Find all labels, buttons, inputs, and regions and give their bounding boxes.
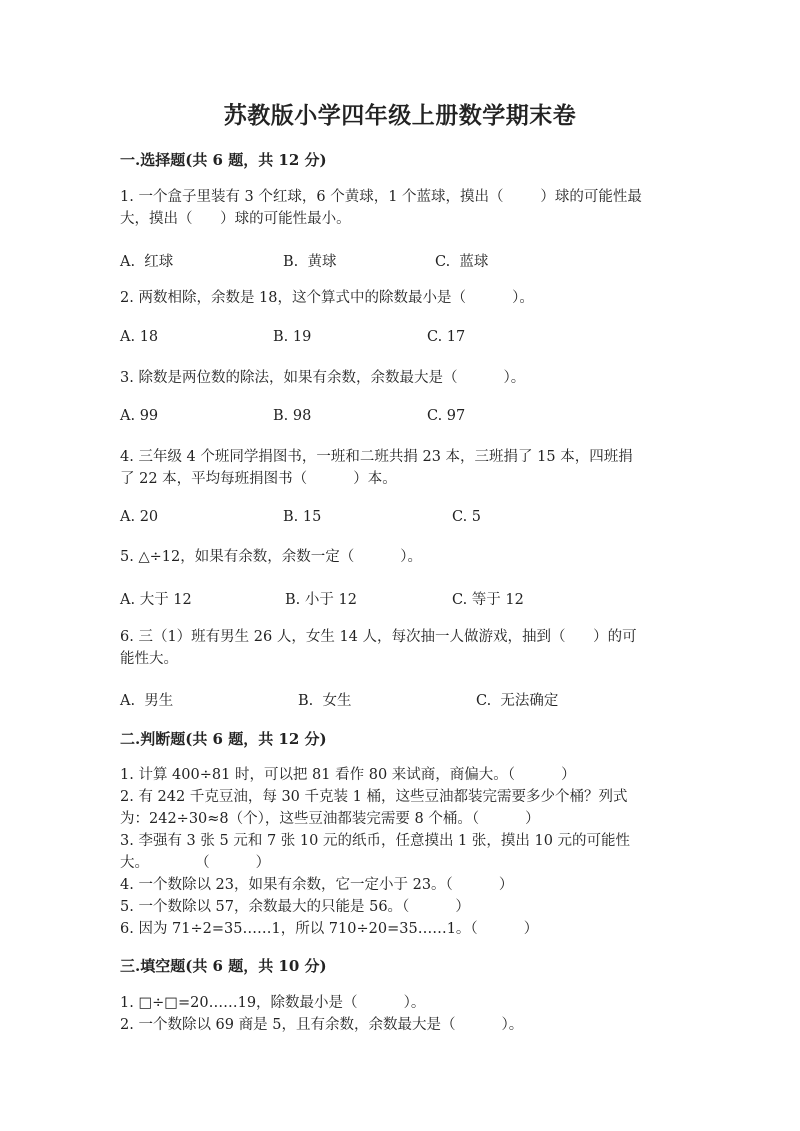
question-1-option-b: B. 黄球 (283, 254, 337, 270)
question-2-line-1: 2. 两数相除，余数是 18，这个算式中的除数最小是（ ）。 (120, 290, 534, 306)
judgement-line-4: 3. 李强有 3 张 5 元和 7 张 10 元的纸币，任意摸出 1 张，摸出 10 元的可能性 (120, 833, 631, 849)
question-2-option-c: C. 17 (427, 329, 466, 345)
question-1-line-1: 1. 一个盒子里装有 3 个红球，6 个黄球，1 个蓝球，摸出（ ）球的可能性最 (120, 189, 642, 205)
question-5-option-c: C. 等于 12 (452, 592, 524, 608)
section-heading-fill-blank: 三.填空题(共 6 题，共 10 分) (120, 957, 327, 975)
judgement-line-6: 4. 一个数除以 23，如果有余数，它一定小于 23。（ ） (120, 877, 514, 893)
question-1-option-c: C. 蓝球 (435, 254, 489, 270)
question-5-line-1: 5. △÷12，如果有余数，余数一定（ ）。 (120, 549, 423, 565)
question-1-option-a: A. 红球 (120, 254, 174, 270)
question-6-option-b: B. 女生 (298, 693, 352, 709)
question-6-line-1: 6. 三（1）班有男生 26 人，女生 14 人，每次抽一人做游戏，抽到（ ）的可 (120, 629, 637, 645)
judgement-line-3: 为：242÷30≈8（个），这些豆油都装完需要 8 个桶。（ ） (120, 811, 540, 827)
judgement-line-8: 6. 因为 71÷2=35……1，所以 710÷20=35……1。（ ） (120, 921, 539, 937)
question-2-option-a: A. 18 (120, 329, 159, 345)
judgement-line-7: 5. 一个数除以 57，余数最大的只能是 56。（ ） (120, 899, 470, 915)
question-6-line-2: 能性大。 (120, 651, 178, 667)
question-4-option-a: A. 20 (120, 509, 159, 525)
question-6-option-c: C. 无法确定 (476, 693, 559, 709)
judgement-line-1: 1. 计算 400÷81 时，可以把 81 看作 80 来试商，商偏大。（ ） (120, 767, 576, 783)
exam-title: 苏教版小学四年级上册数学期末卷 (223, 102, 577, 129)
judgement-line-2: 2. 有 242 千克豆油，每 30 千克装 1 桶，这些豆油都装完需要多少个桶？列式 (120, 789, 628, 805)
question-3-option-b: B. 98 (273, 408, 312, 424)
fill-blank-line-1: 1. □÷□=20……19，除数最小是（ ）。 (120, 995, 426, 1011)
question-4-option-c: C. 5 (452, 509, 482, 525)
question-1-line-2: 大，摸出（ ）球的可能性最小。 (120, 211, 351, 227)
question-3-option-a: A. 99 (120, 408, 159, 424)
section-heading-choice: 一.选择题(共 6 题，共 12 分) (120, 151, 327, 169)
section-heading-judgement: 二.判断题(共 6 题，共 12 分) (120, 730, 327, 748)
question-4-option-b: B. 15 (283, 509, 322, 525)
question-3-option-c: C. 97 (427, 408, 466, 424)
judgement-line-5: 大。 （ ） (120, 855, 271, 871)
fill-blank-line-2: 2. 一个数除以 69 商是 5，且有余数，余数最大是（ ）。 (120, 1017, 524, 1033)
question-3-line-1: 3. 除数是两位数的除法，如果有余数，余数最大是（ ）。 (120, 370, 526, 386)
question-4-line-1: 4. 三年级 4 个班同学捐图书，一班和二班共捐 23 本，三班捐了 15 本，四班捐 (120, 449, 633, 465)
question-2-option-b: B. 19 (273, 329, 312, 345)
question-4-line-2: 了 22 本，平均每班捐图书（ ）本。 (120, 471, 397, 487)
question-5-option-b: B. 小于 12 (285, 592, 357, 608)
question-5-option-a: A. 大于 12 (120, 592, 192, 608)
question-6-option-a: A. 男生 (120, 693, 174, 709)
